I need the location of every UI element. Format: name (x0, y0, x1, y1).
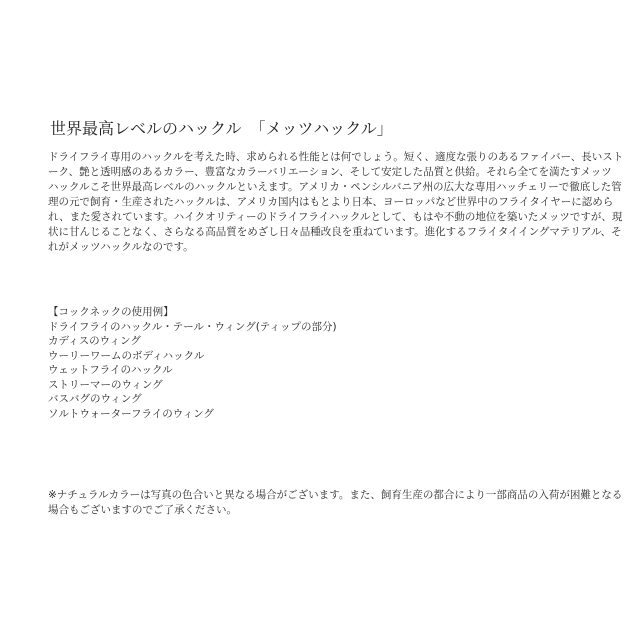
usage-heading: 【コックネックの使用例】 (48, 306, 174, 318)
list-item: バスバグのウィング (48, 393, 142, 405)
intro-line: れがメッツハックルなのです。 (48, 241, 194, 253)
intro-line: ドライフライ専用のハックルを考えた時、求められる性能とは何でしょう。短く、適度な張りのあるファイバー、長いスト (48, 151, 624, 163)
list-item: ウェットフライのハックル (48, 364, 173, 376)
list-item: ソルトウォーターフライのウィング (48, 407, 214, 420)
note-line: 場合もございますのでご了承ください。 (48, 504, 237, 516)
intro-paragraph (48, 150, 624, 255)
list-item: ウーリーワームのボディハックル (48, 349, 205, 362)
note-line: ※ナチュラルカラーは写真の色合いと異なる場合がございます。また、飼育生産の都合により一部商品の入荷が困難となる (48, 489, 623, 501)
list-item: カディスのウィング (48, 335, 141, 347)
list-item: ストリーマーのウィング (48, 378, 163, 391)
intro-line: ーク、艶と透明感のあるカラー、豊富なカラーバリエーション、そして安定した品質と供給。それら全てを満たすメッツ (48, 166, 612, 178)
usage-examples-list (48, 305, 593, 421)
intro-line: ハックルこそ世界最高レベルのハックルといえます。アメリカ・ペンシルバニア州の広大な専用ハッチェリーで徹底した管 (48, 181, 622, 193)
page-title: 世界最高レベルのハックル 「メッツハックル」 (50, 119, 393, 138)
intro-line: 理の元で飼育・生産されたハックルは、アメリカ国内はもとより日本、ヨーロッパなど世界中のフライタイヤーに認めら (48, 196, 614, 208)
disclaimer-note (48, 488, 623, 518)
intro-line: れ、また愛されています。ハイクオリティーのドライフライハックルとして、もはや不動の地位を築いたメッツですが、現 (48, 211, 623, 223)
intro-line: 状に甘んじることなく、さらなる高品質をめざし日々品種改良を重ねています。進化するフライタイイングマテリアル、そ (48, 226, 622, 238)
list-item: ドライフライのハックル・テール・ウィング(ティップの部分) (48, 320, 337, 333)
